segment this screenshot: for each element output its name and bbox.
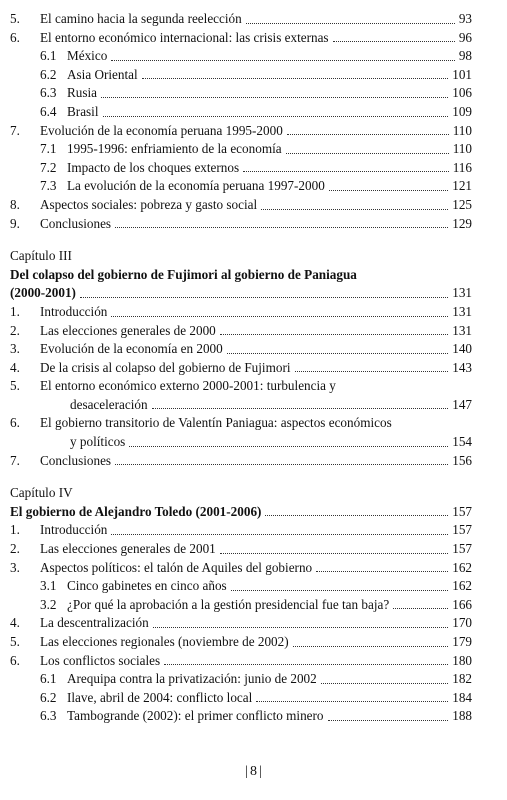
entry-number: 2.	[10, 541, 20, 557]
toc-entry[interactable]	[10, 377, 472, 396]
dot-leader	[333, 41, 455, 42]
entry-title: Impacto de los choques externos	[67, 159, 240, 175]
toc-section	[10, 10, 472, 233]
entry-page-number: 116	[452, 159, 472, 175]
entry-page-number: 106	[452, 85, 472, 101]
entry-number: 3.	[10, 341, 20, 357]
toc-entry[interactable]	[10, 414, 472, 433]
entry-page-number: 157	[452, 522, 472, 538]
entry-title: Aspectos políticos: el talón de Aquiles del gobierno	[40, 559, 313, 575]
chapter-title: Del colapso del gobierno de Fujimori al gobierno de Paniagua	[10, 266, 357, 282]
chapter-label: Capítulo III	[10, 248, 72, 264]
entry-page-number: 93	[458, 11, 472, 26]
entry-page-number: 109	[452, 103, 472, 119]
dot-leader	[80, 297, 448, 298]
dot-leader	[220, 553, 448, 554]
section-spacer	[10, 233, 472, 247]
entry-number: 6.1	[40, 671, 57, 687]
dot-leader	[295, 371, 449, 372]
dot-leader	[101, 97, 448, 98]
dot-leader	[231, 590, 449, 591]
entry-title: Evolución de la economía en 2000	[40, 341, 223, 357]
toc-section	[10, 470, 472, 726]
entry-number: 6.2	[40, 66, 57, 82]
entry-title: El entorno económico externo 2000-2001: turbulencia y	[40, 378, 336, 394]
entry-title: y políticos	[70, 434, 126, 450]
toc-entry[interactable]	[10, 359, 472, 378]
folio-number: 8	[250, 764, 257, 779]
dot-leader	[153, 627, 448, 628]
section-spacer	[10, 470, 472, 484]
entry-title: De la crisis al colapso del gobierno de Fujimori	[40, 359, 291, 375]
entry-page-number: 184	[452, 689, 472, 705]
entry-page-number: 143	[452, 359, 472, 375]
dot-leader	[152, 408, 449, 409]
entry-title: Las elecciones generales de 2001	[40, 541, 216, 557]
toc-entry[interactable]	[10, 29, 472, 48]
entry-title: El gobierno transitorio de Valentín Paniagua: aspectos económicos	[40, 415, 392, 431]
entry-number: 7.	[10, 122, 20, 138]
dot-leader	[265, 515, 448, 516]
folio-right-bar: |	[259, 764, 262, 779]
entry-page-number: 96	[458, 29, 472, 45]
entry-page-number: 156	[452, 452, 472, 468]
dot-leader	[164, 664, 448, 665]
entry-number: 6.3	[40, 708, 57, 724]
entry-number: 7.2	[40, 159, 57, 175]
toc-entry[interactable]	[10, 322, 472, 341]
dot-leader	[261, 209, 448, 210]
entry-page-number: 166	[452, 596, 472, 612]
dot-leader	[321, 683, 448, 684]
entry-title: Aspectos sociales: pobreza y gasto social	[40, 196, 258, 212]
dot-leader	[220, 334, 448, 335]
dot-leader	[115, 227, 448, 228]
entry-number: 5.	[10, 634, 20, 649]
chapter-label: Capítulo IV	[10, 485, 73, 501]
entry-page-number: 188	[452, 708, 472, 724]
entry-page-number: 147	[452, 396, 472, 412]
page-number-footer	[0, 764, 507, 780]
entry-page-number: 125	[452, 196, 472, 212]
entry-number: 4.	[10, 615, 20, 631]
entry-number: 6.3	[40, 85, 57, 101]
entry-title: Asia Oriental	[67, 66, 138, 82]
entry-page-number: 157	[452, 503, 472, 519]
folio-left-bar: |	[245, 764, 248, 779]
entry-number: 4.	[10, 359, 20, 375]
entry-page-number: 170	[452, 615, 472, 631]
entry-title: Conclusiones	[40, 215, 112, 231]
entry-page-number: 101	[452, 66, 472, 82]
dot-leader	[129, 446, 448, 447]
dot-leader	[115, 464, 448, 465]
toc-entry[interactable]	[10, 196, 472, 215]
toc-subentry[interactable]	[10, 596, 472, 615]
table-of-contents	[10, 10, 472, 726]
entry-number: 6.4	[40, 103, 57, 119]
entry-title: México	[67, 48, 108, 64]
entry-number: 8.	[10, 196, 20, 212]
toc-entry[interactable]	[10, 215, 472, 234]
toc-subentry[interactable]	[10, 707, 472, 726]
entry-title: ¿Por qué la aprobación a la gestión presidencial fue tan baja?	[67, 596, 390, 612]
entry-page-number: 179	[452, 634, 472, 649]
entry-number: 3.2	[40, 596, 57, 612]
entry-number: 3.	[10, 559, 20, 575]
dot-leader	[111, 534, 448, 535]
entry-title: El entorno económico internacional: las crisis externas	[40, 29, 329, 45]
entry-number: 3.1	[40, 578, 57, 594]
entry-title: desaceleración	[70, 396, 148, 412]
entry-title: Brasil	[67, 103, 99, 119]
toc-subentry[interactable]	[10, 47, 472, 66]
entry-number: 6.1	[40, 48, 57, 64]
toc-entry[interactable]	[10, 652, 472, 671]
dot-leader	[111, 316, 448, 317]
entry-title: Rusia	[67, 85, 98, 101]
chapter-title-row[interactable]	[10, 503, 472, 522]
entry-number: 6.	[10, 652, 20, 668]
entry-number: 9.	[10, 215, 20, 231]
dot-leader	[287, 134, 449, 135]
entry-title: Introducción	[40, 303, 108, 319]
toc-subentry[interactable]	[10, 670, 472, 689]
entry-page-number: 182	[452, 671, 472, 687]
dot-leader	[293, 646, 449, 647]
entry-page-number: 110	[452, 141, 472, 157]
entry-title: Arequipa contra la privatización: junio de 2002	[67, 671, 317, 687]
entry-title: El camino hacia la segunda reelección	[40, 11, 242, 26]
toc-subentry[interactable]	[10, 84, 472, 103]
entry-number: 1.	[10, 522, 20, 538]
entry-title: La descentralización	[40, 615, 149, 631]
entry-page-number: 131	[452, 285, 472, 301]
toc-section	[10, 233, 472, 470]
dot-leader	[111, 60, 455, 61]
dot-leader	[256, 701, 448, 702]
toc-entry[interactable]	[10, 614, 472, 633]
entry-title: Tambogrande (2002): el primer conflicto minero	[67, 708, 324, 724]
entry-page-number: 121	[452, 178, 472, 194]
entry-title: Los conflictos sociales	[40, 652, 161, 668]
entry-number: 5.	[10, 378, 20, 394]
toc-subentry[interactable]	[10, 66, 472, 85]
entry-number: 1.	[10, 303, 20, 319]
entry-number: 2.	[10, 322, 20, 338]
entry-number: 6.2	[40, 689, 57, 705]
toc-entry[interactable]	[10, 559, 472, 578]
entry-title: Evolución de la economía peruana 1995-2000	[40, 122, 283, 138]
chapter-title: (2000-2001)	[10, 285, 76, 301]
dot-leader	[329, 190, 448, 191]
entry-page-number: 140	[452, 341, 472, 357]
entry-page-number: 154	[452, 434, 472, 450]
entry-page-number: 162	[452, 578, 472, 594]
toc-subentry[interactable]	[10, 140, 472, 159]
dot-leader	[142, 78, 449, 79]
chapter-title: El gobierno de Alejandro Toledo (2001-2006)	[10, 503, 262, 519]
toc-entry[interactable]	[10, 633, 472, 652]
dot-leader	[227, 353, 448, 354]
toc-subentry[interactable]	[10, 103, 472, 122]
entry-title: Ilave, abril de 2004: conflicto local	[67, 689, 253, 705]
dot-leader	[103, 116, 449, 117]
entry-title: Introducción	[40, 522, 108, 538]
entry-title: Conclusiones	[40, 452, 112, 468]
entry-number: 5.	[10, 11, 20, 26]
entry-page-number: 110	[452, 122, 472, 138]
entry-page-number: 98	[458, 48, 472, 64]
entry-page-number: 180	[452, 652, 472, 668]
dot-leader	[246, 23, 455, 24]
chapter-title-row[interactable]	[10, 284, 472, 303]
dot-leader	[316, 571, 448, 572]
entry-number: 6.	[10, 29, 20, 45]
entry-page-number: 131	[452, 322, 472, 338]
entry-title: 1995-1996: enfriamiento de la economía	[67, 141, 282, 157]
toc-entry[interactable]	[10, 340, 472, 359]
entry-number: 6.	[10, 415, 20, 431]
toc-entry[interactable]	[10, 521, 472, 540]
entry-number: 7.1	[40, 141, 57, 157]
entry-page-number: 162	[452, 559, 472, 575]
entry-page-number: 129	[452, 215, 472, 231]
entry-number: 7.3	[40, 178, 57, 194]
toc-entry[interactable]	[10, 122, 472, 141]
toc-subentry[interactable]	[10, 159, 472, 178]
dot-leader	[243, 171, 449, 172]
entry-number: 7.	[10, 452, 20, 468]
entry-title: Cinco gabinetes en cinco años	[67, 578, 227, 594]
entry-title: Las elecciones generales de 2000	[40, 322, 216, 338]
toc-entry[interactable]	[10, 10, 472, 29]
entry-title: Las elecciones regionales (noviembre de 2002)	[40, 634, 289, 649]
entry-title: La evolución de la economía peruana 1997-2000	[67, 178, 325, 194]
dot-leader	[328, 720, 449, 721]
toc-entry-continuation[interactable]	[10, 433, 472, 452]
toc-entry-continuation[interactable]	[10, 396, 472, 415]
entry-page-number: 131	[452, 303, 472, 319]
toc-subentry[interactable]	[10, 177, 472, 196]
toc-subentry[interactable]	[10, 689, 472, 708]
dot-leader	[286, 153, 449, 154]
toc-subentry[interactable]	[10, 577, 472, 596]
toc-entry[interactable]	[10, 303, 472, 322]
toc-entry[interactable]	[10, 540, 472, 559]
entry-page-number: 157	[452, 541, 472, 557]
dot-leader	[393, 608, 448, 609]
toc-entry[interactable]	[10, 452, 472, 471]
